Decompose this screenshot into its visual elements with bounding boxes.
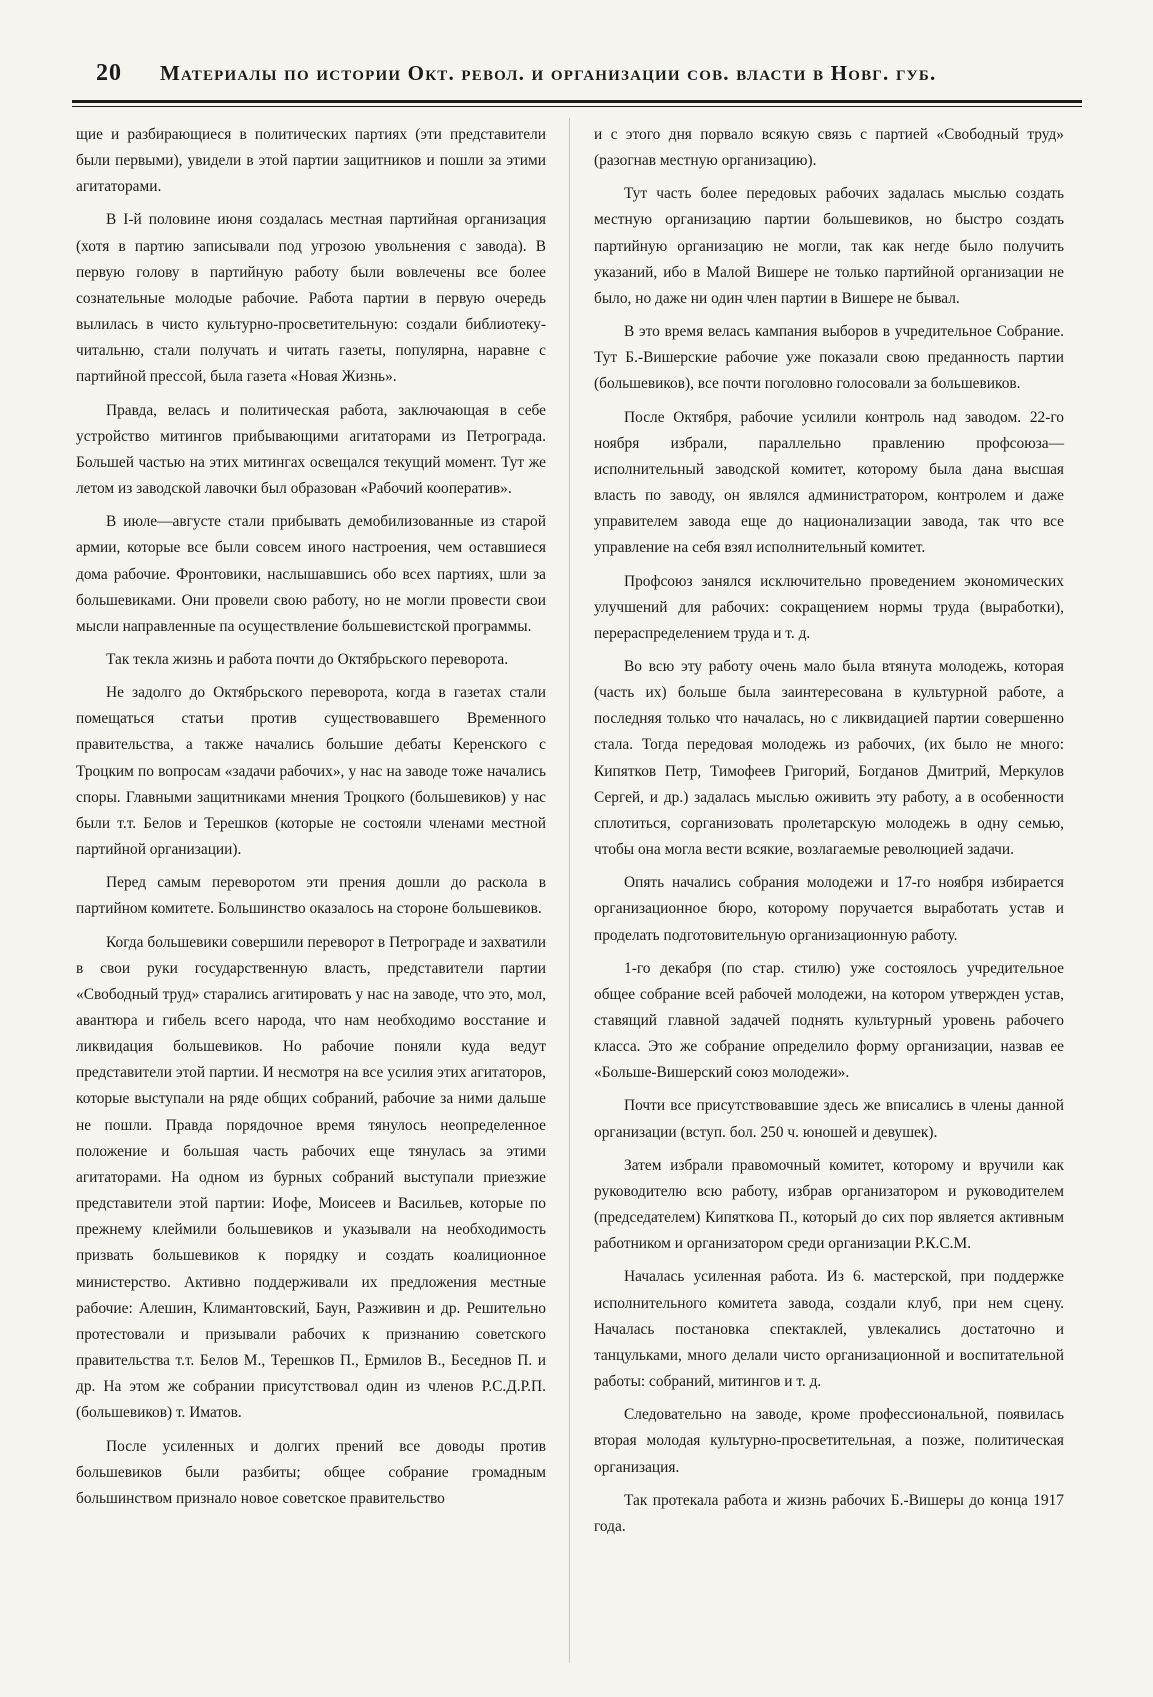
right-column [594,122,1064,1547]
paragraph: Затем избрали правомочный комитет, которому и вручили как руководителю всю работу, избрав организатором и руководителем (председателем) Кипяткова П., который до сих пор является активным работником и организатором среди организации Р.К.С.М. [594,1156,1064,1253]
paragraph: В I-й половине июня создалась местная партийная организация (хотя в партию записывали под угрозою увольнения с завода). В первую голову в партийную работу были вовлечены все более сознательные молодые рабочие. Работа партии в первую очередь вылилась в чисто культурно-просветительную: создали библиотеку-читальню, стали получать и читать газеты, популярна, наравне с партийной прессой, была газета «Новая Жизнь». [76,211,546,386]
paragraph: 1-го декабря (по стар. стилю) уже состоялось учредительное общее собрание всей рабочей молодежи, на котором утвержден устав, ставящий главной задачей поднять культурный уровень рабочего класса. Это же собрание определило форму организации, назвав ее «Больше-Вишерский союз молодежи». [594,959,1064,1082]
paragraph: Началась усиленная работа. Из 6. мастерской, при поддержке исполнительного комитета завода, создали клуб, при нем сцену. Началась постановка спектаклей, увлекались достаточно и танцульками, много делали чисто организационной и воспитательной работы: собраний, митингов и т. д. [594,1268,1064,1391]
paragraph: Правда, велась и политическая работа, заключающая в себе устройство митингов прибывающими агитаторами из Петрограда. Большей частью на этих митингах освещался текущий момент. Тут же летом из заводской лавочки был образован «Рабочий кооператив». [76,401,546,498]
page-number: 20 [96,60,122,86]
paragraph: В июле—августе стали прибывать демобилизованные из старой армии, которые все были совсем иного настроения, чем оставшиеся дома рабочие. Фронтовики, наслышавшись обо всех партиях, шли за большевиками. Они провели свою работу, но не могли провести свои мысли направленные па осуществление большевистской программы. [76,513,546,635]
paragraph: Так протекала работа и жизнь рабочих Б.-Вишеры до конца 1917 года. [594,1491,1064,1535]
paragraph: Перед самым переворотом эти прения дошли до раскола в партийном комитете. Большинство оказалось на стороне большевиков. [76,874,546,918]
paragraph: Профсоюз занялся исключительно проведением экономических улучшений для рабочих: сокращением нормы труда (выработки), перераспределением труда и т. д. [594,572,1064,642]
paragraph: После Октября, рабочие усилили контроль над заводом. 22-го ноября избрали, параллельно правлению профсоюза—исполнительный заводской комитет, которому была дана высшая власть по заводу, он являлся администратором, контролем и даже управителем завода еще до национализации завода, так что все управление на себя взял исполнительный комитет. [594,408,1064,557]
header-rule-thin [72,106,1082,107]
header-rule-thick [72,100,1082,103]
paragraph: Так текла жизнь и работа почти до Октябрьского переворота. [106,650,509,668]
column-divider [569,118,570,1663]
left-column [76,122,546,1519]
paragraph: Следовательно на заводе, кроме профессиональной, появилась вторая молодая культурно-просветительная, а позже, политическая организация. [594,1406,1064,1476]
paragraph: После усиленных и долгих прений все доводы против большевиков были разбиты; общее собрание громадным большинством признало новое советское правительство [76,1437,546,1507]
paragraph: Когда большевики совершили переворот в Петрограде и захватили в свои руки государственную власть, представители партии «Свободный труд» старались агитировать у нас на заводе, что это, мол, авантюра и гибель всего народа, что нам необходимо восстание и ликвидация большевиков. Но рабочие поняли куда ведут представители этой партии. И несмотря на все усилия этих агитаторов, которые выступали на ряде общих собраний, рабочие за ними дальше не пошли. Правда порядочное время тянулось неопределенное положение и большая часть рабочих еще тянулась за этими агитаторами. На одном из бурных собраний выступали приезжие представители этой партии: Иофе, Моисеев и Васильев, которые по прежнему клеймили большевиков и указывали на необходимость призвать большевиков к порядку и создать коалиционное министерство. Активно поддерживали их предложения местные рабочие: Алешин, Климантовский, Баун, Разживин и др. Решительно протестовали и призывали рабочих к признанию советского правительства т.т. Белов М., Терешков П., Ермилов В., Беседнов П. и др. На этом же собрании присутствовал один из членов Р.С.Д.Р.П. (большевиков) т. Иматов. [76,933,546,1422]
paragraph: Почти все присутствовавшие здесь же вписались в члены данной организации (вступ. бол. 250 ч. юношей и девушек). [594,1097,1064,1141]
paragraph: Во всю эту работу очень мало была втянута молодежь, которая (часть их) больше была заинтересована в культурной работе, а последняя только что началась, но с ликвидацией партии совершенно стала. Тогда передовая молодежь из рабочих, (их было не много: Кипятков Петр, Тимофеев Григорий, Богданов Дмитрий, Меркулов Сергей, и др.) задалась мыслью оживить эту работу, а в особенности сплотиться, сорганизовать пролетарскую молодежь в одну семью, чтобы она могла вести всякие, возлагаемые революцией задачи. [594,657,1064,859]
paragraph: В это время велась кампания выборов в учредительное Собрание. Тут Б.-Вишерские рабочие уже показали свою преданность партии (большевиков), все почти поголовно голосовали за большевиков. [594,323,1064,393]
paragraph: щие и разбирающиеся в политических партиях (эти представители были первыми), увидели в этой партии защитников и пошли за этими агитаторами. [76,126,546,196]
paragraph: Опять начались собрания молодежи и 17-го ноября избирается организационное бюро, которому поручается выработать устав и проделать подготовительную организационную работу. [594,874,1064,944]
paragraph: и с этого дня порвало всякую связь с партией «Свободный труд» (разогнав местную организацию). [594,126,1064,170]
running-title: Материалы по истории Окт. револ. и организации сов. власти в Новг. губ. [160,61,937,85]
page-header [96,60,1076,100]
paragraph: Не задолго до Октябрьского переворота, когда в газетах стали помещаться статьи против существовавшего Временного правительства, а также начались большие дебаты Керенского с Троцким по вопросам «задачи рабочих», у нас на заводе тоже начались споры. Главными защитниками мнения Троцкого (большевиков) у нас были т.т. Белов и Терешков (которые не состояли членами местной партийной организации). [76,684,546,859]
paragraph: Тут часть более передовых рабочих задалась мыслью создать местную организацию партии большевиков, но быстро создать партийную организацию не могли, так как негде было получить указаний, ибо в Малой Вишере не только партийной организации не было, но даже ни один член партии в Вишере не бывал. [594,185,1064,307]
